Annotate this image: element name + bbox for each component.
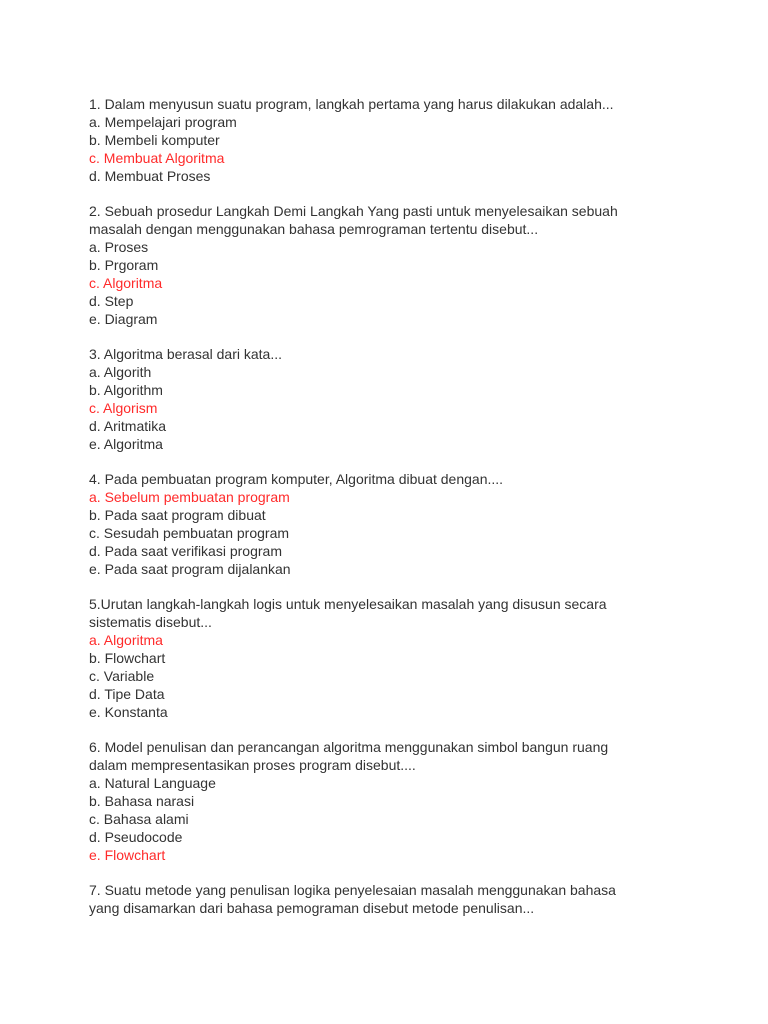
question-text: 5.Urutan langkah-langkah logis untuk menyelesaikan masalah yang disusun secara: [89, 596, 607, 612]
question-text: 6. Model penulisan dan perancangan algoritma menggunakan simbol bangun ruang: [89, 739, 609, 755]
question-1: [89, 95, 689, 185]
question-6: [89, 738, 689, 864]
question-text: 3. Algoritma berasal dari kata...: [89, 346, 282, 362]
answer-option: e. Diagram: [89, 311, 158, 327]
correct-answer-option: c. Algoritma: [89, 275, 163, 291]
answer-option: a. Algorith: [89, 364, 152, 380]
answer-option: b. Bahasa narasi: [89, 793, 195, 809]
question-2: [89, 202, 689, 328]
answer-option: c. Variable: [89, 668, 155, 684]
question-7: [89, 881, 689, 917]
answer-option: b. Prgoram: [89, 257, 159, 273]
question-text: 1. Dalam menyusun suatu program, langkah pertama yang harus dilakukan adalah...: [89, 96, 614, 112]
correct-answer-option: c. Algorism: [89, 400, 158, 416]
answer-option: b. Pada saat program dibuat: [89, 507, 266, 523]
question-text: dalam mempresentasikan proses program disebut....: [89, 757, 416, 773]
answer-option: d. Tipe Data: [89, 686, 165, 702]
answer-option: d. Pada saat verifikasi program: [89, 543, 282, 559]
answer-option: b. Membeli komputer: [89, 132, 220, 148]
question-text: masalah dengan menggunakan bahasa pemrograman tertentu disebut...: [89, 221, 539, 237]
answer-option: e. Algoritma: [89, 436, 163, 452]
answer-option: a. Mempelajari program: [89, 114, 237, 130]
question-text: 2. Sebuah prosedur Langkah Demi Langkah Yang pasti untuk menyelesaikan sebuah: [89, 203, 618, 219]
quiz-document: [89, 95, 689, 934]
answer-option: d. Step: [89, 293, 134, 309]
answer-option: d. Aritmatika: [89, 418, 167, 434]
correct-answer-option: a. Algoritma: [89, 632, 163, 648]
answer-option: a. Proses: [89, 239, 149, 255]
answer-option: d. Pseudocode: [89, 829, 183, 845]
answer-option: e. Konstanta: [89, 704, 168, 720]
question-3: [89, 345, 689, 453]
answer-option: a. Natural Language: [89, 775, 216, 791]
answer-option: d. Membuat Proses: [89, 168, 211, 184]
answer-option: c. Bahasa alami: [89, 811, 189, 827]
question-text: yang disamarkan dari bahasa pemograman disebut metode penulisan...: [89, 900, 535, 916]
answer-option: e. Pada saat program dijalankan: [89, 561, 291, 577]
question-4: [89, 470, 689, 578]
question-text: 4. Pada pembuatan program komputer, Algoritma dibuat dengan....: [89, 471, 504, 487]
question-5: [89, 595, 689, 721]
answer-option: b. Algorithm: [89, 382, 163, 398]
answer-option: b. Flowchart: [89, 650, 166, 666]
correct-answer-option: e. Flowchart: [89, 847, 166, 863]
answer-option: c. Sesudah pembuatan program: [89, 525, 290, 541]
question-text: 7. Suatu metode yang penulisan logika penyelesaian masalah menggunakan bahasa: [89, 882, 616, 898]
correct-answer-option: a. Sebelum pembuatan program: [89, 489, 290, 505]
correct-answer-option: c. Membuat Algoritma: [89, 150, 225, 166]
question-text: sistematis disebut...: [89, 614, 212, 630]
